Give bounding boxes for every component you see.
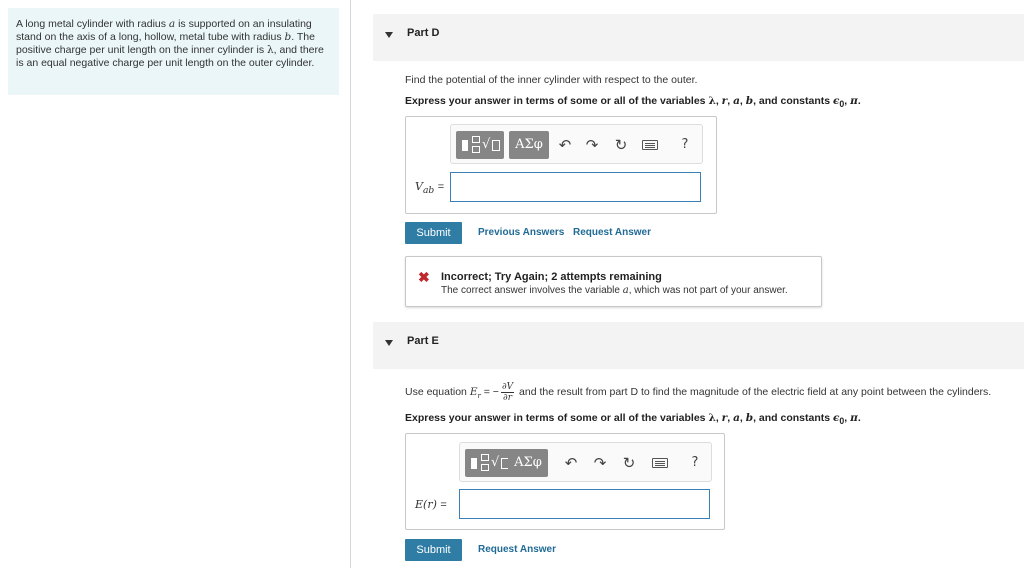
part-d-express-instruction: Express your answer in terms of some or all of the variables λ, r, a, b, and constants $\epsilon_0$, π. xyxy=(405,95,861,110)
part-d-submit-button[interactable]: Submit xyxy=(405,222,462,244)
problem-text: A long metal cylinder with radius a is supported on an insulating stand on the axis of a long, hollow, metal tube with radius b. The positive charge per unit length on the inner cylinder is λ, and there is an equal negative charge per unit length on the outer cylinder. xyxy=(16,18,324,69)
error-x-icon: ✖ xyxy=(418,269,430,285)
redo-icon[interactable]: ↷ xyxy=(585,136,599,154)
part-d-answer-box xyxy=(405,116,717,214)
reset-icon[interactable]: ↻ xyxy=(622,454,636,472)
undo-icon[interactable]: ↶ xyxy=(564,454,578,472)
part-d-request-answer-link[interactable]: Request Answer xyxy=(573,227,651,238)
feedback-title: Incorrect; Try Again; 2 attempts remaining xyxy=(441,271,662,283)
feedback-message: The correct answer involves the variable a, which was not part of your answer. xyxy=(441,285,788,296)
part-e-title: Part E xyxy=(407,335,439,347)
keyboard-icon[interactable] xyxy=(652,458,668,468)
part-d-title: Part D xyxy=(407,27,440,39)
part-e-header[interactable] xyxy=(373,322,1024,369)
math-toolbar xyxy=(459,442,712,482)
part-e-prompt-end: and the result from part D to find the magnitude of the electric field at any point between the cylinders. xyxy=(519,386,992,398)
part-e-express-instruction: Express your answer in terms of some or all of the variables λ, r, a, b, and constants $\epsilon_0$, π. xyxy=(405,412,861,427)
help-icon[interactable]: ? xyxy=(691,455,699,470)
previous-answers-link[interactable]: Previous Answers xyxy=(478,227,565,238)
undo-icon[interactable]: ↶ xyxy=(558,136,572,154)
part-e-submit-button[interactable]: Submit xyxy=(405,539,462,561)
greek-symbols-button[interactable]: ΑΣφ xyxy=(508,449,548,477)
part-e-prompt-start: Use equation xyxy=(405,386,467,398)
equation-er: $E_r$ = − $\frac{\partial V}{\partial r}$ xyxy=(469,381,514,403)
column-divider xyxy=(350,0,351,568)
part-d-prompt: Find the potential of the inner cylinder with respect to the outer. xyxy=(405,74,698,86)
reset-icon[interactable]: ↻ xyxy=(614,136,628,154)
part-e-request-answer-link[interactable]: Request Answer xyxy=(478,544,556,555)
greek-symbols-button[interactable]: ΑΣφ xyxy=(509,131,549,159)
fraction-root-template-icon[interactable]: √ xyxy=(465,449,513,477)
collapse-triangle-icon[interactable] xyxy=(385,340,393,346)
help-icon[interactable]: ? xyxy=(681,137,689,152)
part-d-answer-input[interactable] xyxy=(450,172,701,202)
part-e-variable-label: E(r) = xyxy=(415,498,447,511)
feedback-panel xyxy=(405,256,822,307)
redo-icon[interactable]: ↷ xyxy=(593,454,607,472)
collapse-triangle-icon[interactable] xyxy=(385,32,393,38)
problem-statement xyxy=(8,8,339,95)
part-d-header[interactable] xyxy=(373,14,1024,61)
part-e-answer-box xyxy=(405,433,725,530)
keyboard-icon[interactable] xyxy=(642,140,658,150)
part-e-answer-input[interactable] xyxy=(459,489,710,519)
part-e-prompt xyxy=(405,380,991,408)
fraction-root-template-icon[interactable]: √ xyxy=(456,131,504,159)
part-d-variable-label: $V_{ab}$ = xyxy=(415,180,445,197)
math-toolbar xyxy=(450,124,703,164)
